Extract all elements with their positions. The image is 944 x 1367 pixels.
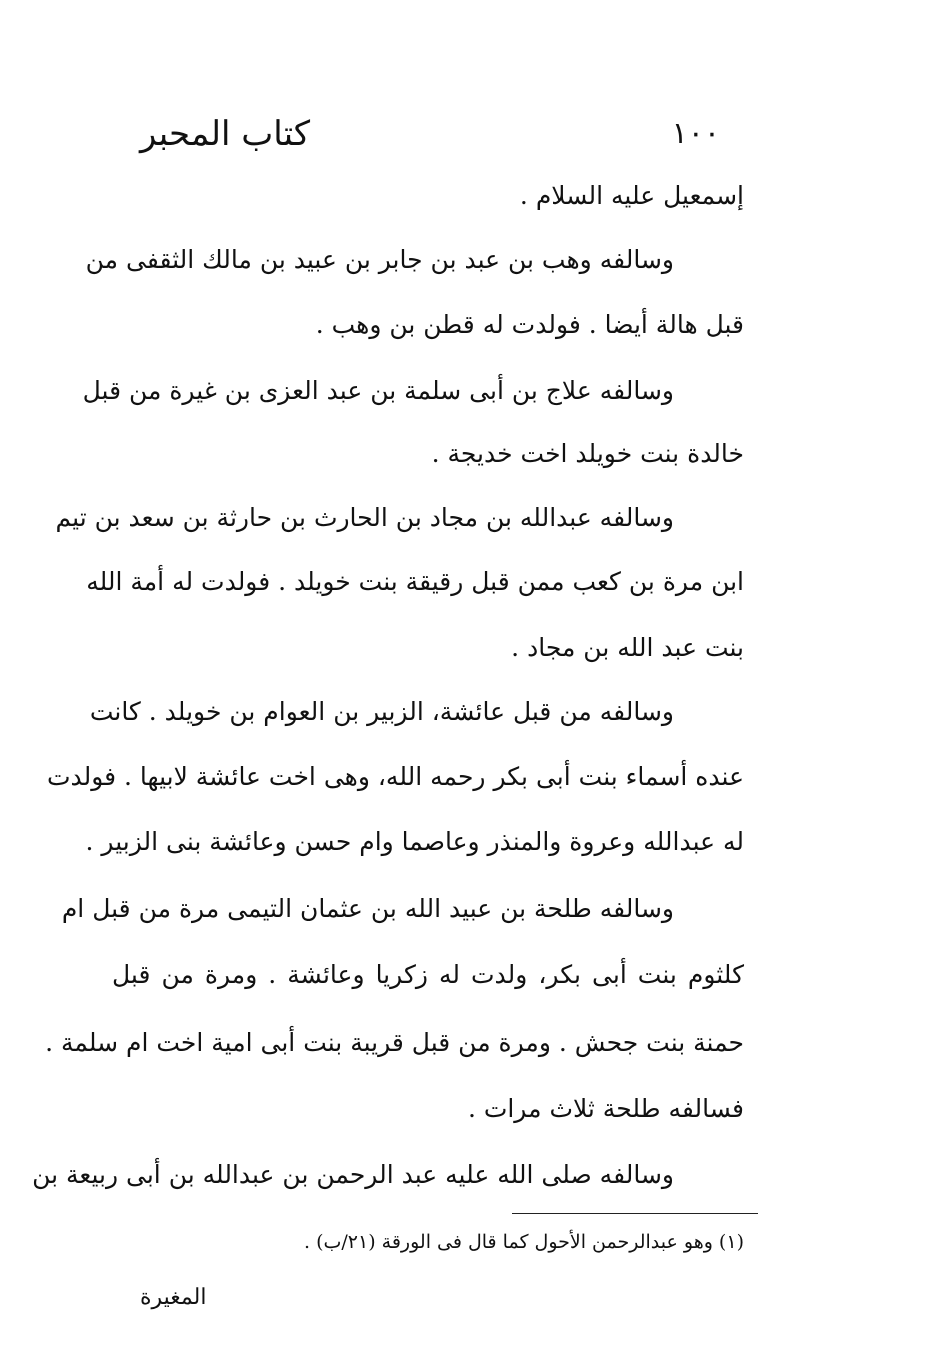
text-line: عنده أسماء بنت أبى بكر رحمه الله، وهى اخت عائشة لابيها . فولدت [46,762,744,791]
text-line: وسالفه عبدالله بن مجاد بن الحارث بن حارثة بن سعد بن تيم [55,503,674,532]
text-line: وسالفه من قبل عائشة، الزبير بن العوام بن خويلد . كانت [89,697,674,726]
text-line: فسالفه طلحة ثلاث مرات . [467,1094,744,1123]
text-line: كلثوم بنت أبى بكر، ولدت له زكريا وعائشة . ومرة من قبل [112,960,744,989]
text-line: بنت عبد الله بن مجاد . [511,633,744,662]
running-head [130,104,750,164]
text-line: إسمعيل عليه السلام . [519,181,744,210]
text-line: وسالفه طلحة بن عبيد الله بن عثمان التيمى مرة من قبل ام [61,894,674,923]
footnote: (١) وهو عبدالرحمن الأحول كما قال فى الورقة (٢١/ب) . [303,1231,744,1253]
text-line: وسالفه صلى الله عليه عبد الرحمن بن عبدالله بن أبى ربيعة بن [32,1160,674,1189]
text-line: له عبدالله وعروة والمنذر وعاصما وام حسن وعائشة بنى الزبير . [85,827,744,856]
text-line: وسالفه علاج بن أبى سلمة بن عبد العزى بن غيرة من قبل [82,376,674,405]
text-line: وسالفه وهب بن عبد بن جابر بن عبيد بن مالك الثقفى من [85,245,674,274]
book-title: كتاب المحبر [140,114,311,154]
text-line: حمنة بنت جحش . ومرة من قبل قريبة بنت أبى امية اخت ام سلمة . [45,1028,744,1057]
text-line: قبل هالة أيضا . فولدت له قطن بن وهب . [315,310,744,339]
page-number: ١٠٠ [671,116,720,151]
catchword: المغيرة [140,1285,207,1310]
text-line: ابن مرة بن كعب ممن قبل رقيقة بنت خويلد . فولدت له أمة الله [86,567,744,596]
text-line: خالدة بنت خويلد اخت خديجة . [431,439,744,468]
footnote-divider [512,1213,758,1214]
